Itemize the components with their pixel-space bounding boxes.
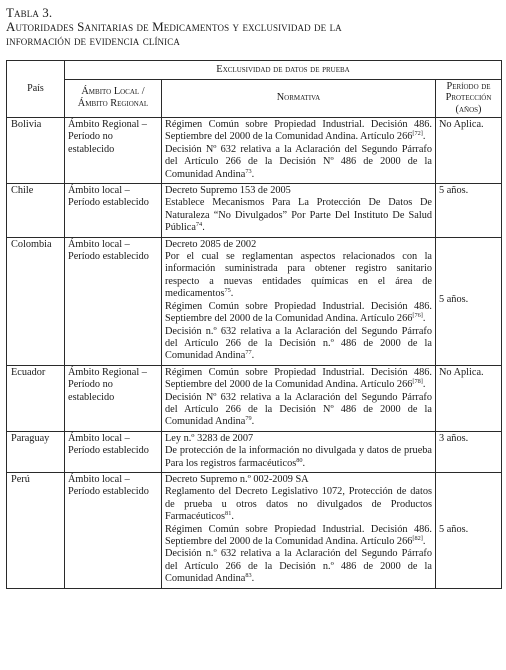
normativa-text: Régimen Común sobre Propiedad Industrial. Decisión 486. Septiembre del 2000 de la Comunidad Andina. Artículo 266 [165, 300, 432, 325]
normativa-end-punct: . [202, 222, 205, 234]
header-normativa: Normativa [162, 79, 436, 118]
normativa-cell [162, 365, 436, 431]
footnote-ref: 81 [225, 510, 232, 518]
normativa-end-punct: . [422, 379, 426, 391]
data-exclusivity-table [6, 60, 502, 589]
normativa-entry [165, 392, 432, 429]
normativa-entry [165, 326, 432, 363]
footnote-ref: [72] [412, 130, 423, 138]
normativa-entry [165, 185, 432, 197]
country-cell: Paraguay [7, 431, 65, 472]
table-title-line-2: información de evidencia clínica [6, 33, 180, 48]
ambito-cell: Ámbito local –Período establecido [65, 431, 162, 472]
normativa-text: Decreto Supremo n.º 002-2009 SA [165, 473, 309, 485]
header-pais: País [7, 61, 65, 118]
protection-term-cell: No Aplica. [436, 365, 502, 431]
protection-term-cell: 5 años. [436, 237, 502, 365]
table-row [7, 184, 502, 238]
normativa-entry [165, 119, 432, 144]
protection-term-cell: 5 años. [436, 184, 502, 238]
header-ambito: Ámbito Local / Ámbito Regional [65, 79, 162, 118]
footnote-ref: 73 [245, 167, 252, 175]
normativa-text: Decreto Supremo 153 de 2005 [165, 185, 291, 197]
normativa-cell [162, 118, 436, 184]
table-row [7, 237, 502, 365]
normativa-text: De protección de la información no divulgada y datos de prueba Para los registros farmacéuticos [165, 445, 432, 469]
normativa-end-punct: . [422, 131, 426, 143]
footnote-ref: 79 [245, 415, 252, 423]
normativa-text: Régimen Común sobre Propiedad Industrial. Decisión 486. Septiembre del 2000 de la Comunidad Andina. Artículo 266 [165, 523, 432, 547]
normativa-end-punct: . [251, 168, 255, 180]
table-label: Tabla 3. [6, 5, 53, 20]
normativa-entry [165, 445, 432, 470]
normativa-text: Decisión n.º 632 relativa a la Aclaración del Segundo Párrafo del Artículo 266 de la Decisión n.º 486 de 2000 de la Comunidad Andina [165, 548, 432, 585]
normativa-end-punct: . [251, 573, 255, 585]
table-row [7, 472, 502, 588]
table-row [7, 431, 502, 472]
footnote-ref: 75 [224, 287, 231, 295]
ambito-cell: Ámbito local –Período establecido [65, 237, 162, 365]
normativa-text: Establece Mecanismos Para La Protección De Datos De Naturaleza “No Divulgados” Por Parte Del Instituto De Salud Pública [165, 197, 432, 234]
table-row [7, 118, 502, 184]
normativa-text: Ley n.º 3283 de 2007 [165, 432, 254, 444]
footnote-ref: [78] [412, 378, 423, 386]
footnote-ref: [82] [412, 535, 423, 542]
normativa-text: Decisión Nº 632 relativa a la Aclaración del Segundo Párrafo del Artículo 266 de la Decisión Nº 486 de 2000 de la Comunidad Andina [165, 391, 432, 428]
ambito-cell: Ámbito local –Período establecido [65, 184, 162, 238]
normativa-end-punct: . [230, 288, 234, 300]
country-cell: Ecuador [7, 365, 65, 431]
header-exclusividad-group: Exclusividad de datos de prueba [65, 61, 502, 80]
normativa-end-punct: . [231, 511, 234, 523]
country-cell: Colombia [7, 237, 65, 365]
normativa-end-punct: . [422, 313, 426, 325]
normativa-entry [165, 524, 432, 549]
country-cell: Bolivia [7, 118, 65, 184]
normativa-text: Régimen Común sobre Propiedad Industrial. Decisión 486. Septiembre del 2000 de la Comunidad Andina. Artículo 266 [165, 366, 432, 391]
protection-term-cell: 5 años. [436, 472, 502, 588]
footnote-ref: 74 [195, 221, 203, 229]
normativa-entry [165, 474, 432, 486]
normativa-text: Decisión Nº 632 relativa a la Aclaración del Segundo Párrafo del Artículo 266 de la Decisión Nº 486 de 2000 de la Comunidad Andina [165, 143, 432, 180]
ambito-cell: Ámbito Regional – Período no establecido [65, 365, 162, 431]
normativa-entry [165, 301, 432, 326]
normativa-entry [165, 239, 432, 251]
normativa-entry [165, 251, 432, 301]
normativa-cell [162, 237, 436, 365]
normativa-cell [162, 431, 436, 472]
normativa-end-punct: . [251, 350, 255, 362]
normativa-entry [165, 144, 432, 181]
normativa-entry [165, 367, 432, 392]
footnote-ref: 77 [245, 349, 252, 357]
table-title-line-1: Autoridades Sanitarias de Medicamentos y exclusividad de la [6, 19, 342, 34]
ambito-cell: Ámbito Regional – Período no establecido [65, 118, 162, 184]
normativa-text: Reglamento del Decreto Legislativo 1072, Protección de datos de prueba u otros datos no divulgados de Productos Farmacéuticos [165, 486, 432, 523]
country-cell: Perú [7, 472, 65, 588]
header-periodo: Período de Protección (años) [436, 79, 502, 118]
normativa-text: Por el cual se reglamentan aspectos relacionados con la información suministrada para obtener registro sanitario respecto a nuevas entidades químicas en el área de medicamentos [165, 251, 432, 300]
normativa-end-punct: . [251, 416, 255, 428]
normativa-entry [165, 548, 432, 585]
normativa-entry [165, 486, 432, 523]
protection-term-cell: No Aplica. [436, 118, 502, 184]
table-heading [6, 6, 501, 48]
normativa-end-punct: . [302, 457, 306, 469]
normativa-text: Régimen Común sobre Propiedad Industrial. Decisión 486. Septiembre del 2000 de la Comunidad Andina. Artículo 266 [165, 119, 432, 143]
ambito-cell: Ámbito local –Período establecido [65, 472, 162, 588]
normativa-text: Decreto 2085 de 2002 [165, 238, 257, 250]
footnote-ref: 80 [296, 456, 303, 464]
normativa-end-punct: . [422, 536, 426, 547]
normativa-cell [162, 184, 436, 238]
footnote-ref: [76] [412, 312, 423, 320]
protection-term-cell: 3 años. [436, 431, 502, 472]
table-body [7, 118, 502, 589]
country-cell: Chile [7, 184, 65, 238]
normativa-text: Decisión n.º 632 relativa a la Aclaración del Segundo Párrafo del Artículo 266 de la Decisión n.º 486 de 2000 de la Comunidad Andina [165, 325, 432, 362]
normativa-cell [162, 472, 436, 588]
table-row [7, 365, 502, 431]
normativa-entry [165, 197, 432, 234]
normativa-entry [165, 433, 432, 445]
footnote-ref: 83 [245, 572, 252, 580]
